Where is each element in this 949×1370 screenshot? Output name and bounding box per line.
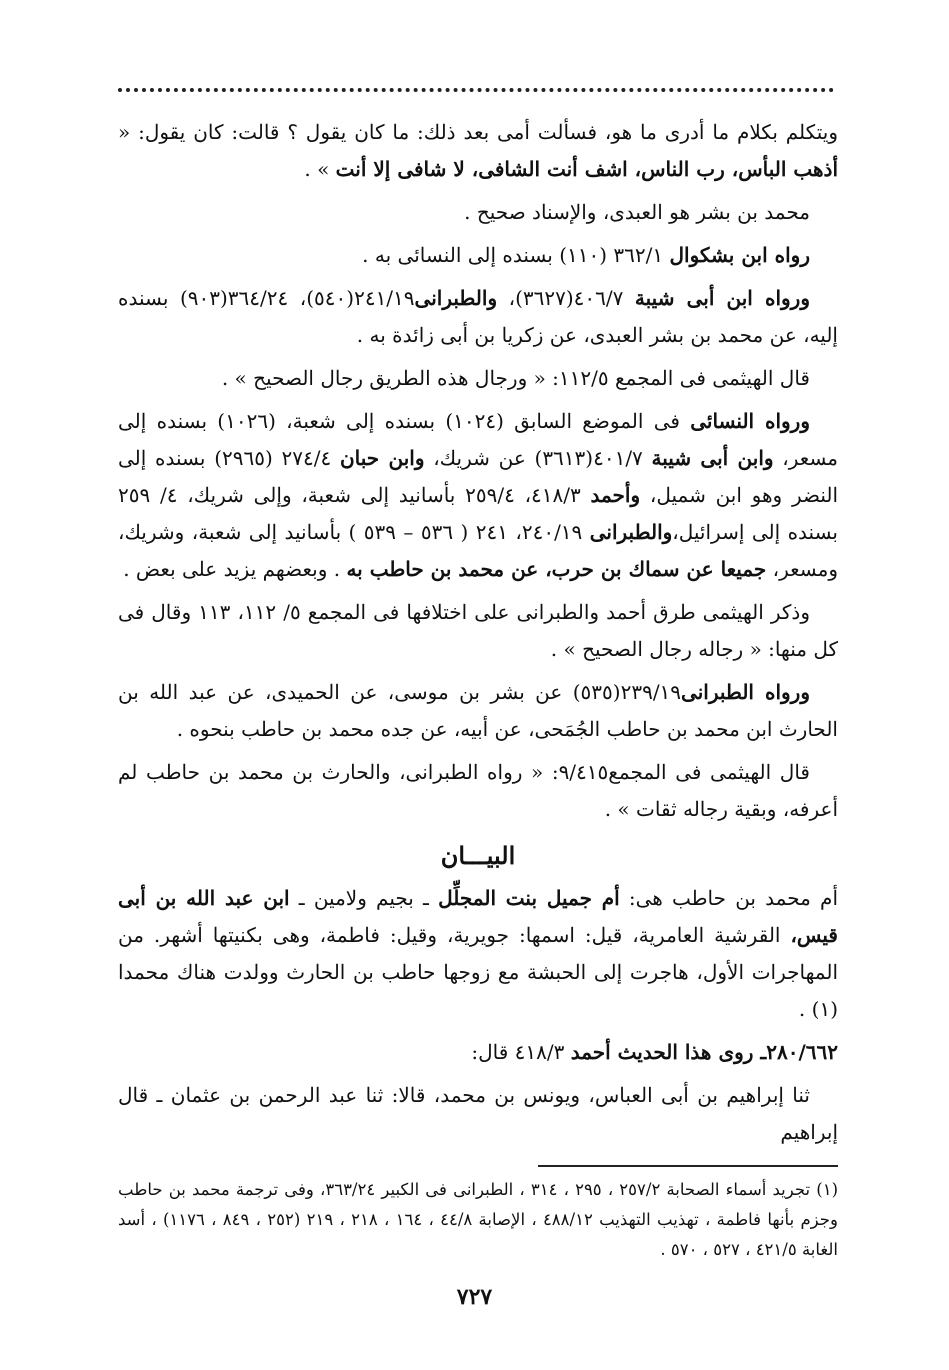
text-segment: ٢٣٩/١٩(٥٣٥) عن بشر بن موسى، عن الحميدى، عن عبد الله بن الحارث ابن محمد بن حاطب الجُمَحى، عن أبيه، عن جده محمد بن حاطب بنحوه . (118, 680, 838, 741)
bold-text-segment: ٢٨٠/٦٦٢ـ روى هذا الحديث أحمد (570, 1040, 838, 1064)
paragraph (118, 754, 838, 828)
paragraph (118, 594, 838, 668)
text-segment: » . (304, 157, 336, 181)
paragraph (118, 1034, 838, 1071)
text-segment: ٢٤٠/١٩، ٢٤١ ( ٥٣٦ – ٥٣٩ ) بأسانيد إلى شعبة، وشريك، ومسعر، (118, 520, 838, 581)
paragraph (118, 114, 838, 188)
paragraph (118, 1077, 838, 1151)
text-segment: . وبعضهم يزيد على بعض . (123, 557, 347, 581)
footnote: (١) تجريد أسماء الصحابة ٢٥٧/٢ ، ٢٩٥ ، ٣١٤ ، الطبرانى فى الكبير ٣٦٣/٢٤، وفى ترجمة محمد بن حاطب وجزم بأنها فاطمة ، تهذيب التهذيب ٤٨٨/١٢ ، الإصابة ٤٤/٨ ، ١٦٤ ، ٢١٨ ، ٢١٩ (٢٥٢ ، ٨٤٩ ، ١١٧٦) ، أسد الغابة ٤٢١/٥ ، ٥٢٧ ، ٥٧٠ . (118, 1180, 839, 1259)
paragraph (118, 280, 838, 354)
page-number: ٧٢٧ (456, 1284, 493, 1310)
text-segment: ٤١٨/٣، ٢٥٩/٤ بأسانيد إلى شعبة، وإلى شريك، ٤/ ٢٥٩ بسنده إلى إسرائيل، (118, 483, 838, 544)
bold-text-segment: ورواه ابن أبى شيبة (634, 286, 810, 310)
text-segment: أم محمد بن حاطب هى: (619, 886, 838, 910)
bold-text-segment: أذهب البأس، رب الناس، اشف أنت الشافى، لا شافى إلا أنت (335, 157, 838, 181)
section-title: البيـــان (440, 841, 516, 870)
text-segment: قال الهيثمى فى المجمع٩/٤١٥: « رواه الطبرانى، والحارث بن محمد بن حاطب لم أعرفه، وبقية رجاله ثقات » . (118, 760, 838, 821)
bold-text-segment: ابن عبد الله بن أبى قيس، (118, 886, 838, 947)
book-page (118, 88, 838, 1265)
bold-text-segment: ورواه النسائى (690, 409, 810, 433)
main-text (118, 114, 838, 1151)
bold-text-segment: رواه ابن بشكوال (669, 243, 810, 267)
text-segment: فى الموضع السابق (١٠٢٤) بسنده إلى شعبة، (١٠٢٦) بسنده إلى مسعر، (118, 409, 838, 470)
paragraph (118, 880, 838, 1028)
paragraph (118, 360, 838, 397)
bold-text-segment: والطبرانى (414, 286, 498, 310)
paragraph (118, 194, 838, 231)
paragraph (118, 237, 838, 274)
bold-text-segment: وابن حبان (339, 446, 425, 470)
text-segment: ٣٦٢/١ (١١٠) بسنده إلى النسائى به . (362, 243, 670, 267)
paragraph (118, 403, 838, 588)
text-segment: ٤٠٦/٧(٣٦٢٧)، (497, 286, 635, 310)
text-segment: ـ بجيم ولامين ـ (289, 886, 439, 910)
bold-text-segment: جميعا عن سماك بن حرب، عن محمد بن حاطب به (346, 557, 767, 581)
text-segment: ثنا إبراهيم بن أبى العباس، ويونس بن محمد، قالا: ثنا عبد الرحمن بن عثمان ـ قال إبراهيم (118, 1083, 838, 1144)
text-segment: وذكر الهيثمى طرق أحمد والطبرانى على اختلافها فى المجمع ٥/ ١١٢، ١١٣ وقال فى كل منها: « رجاله رجال الصحيح » . (118, 600, 838, 661)
text-segment: قال الهيثمى فى المجمع ١١٢/٥: « ورجال هذه الطريق رجال الصحيح » . (221, 366, 810, 390)
footnote-separator (538, 1165, 838, 1167)
text-segment: ٤٠١/٧(٣٦١٣) عن شريك، (424, 446, 652, 470)
bold-text-segment: وابن أبى شيبة (651, 446, 774, 470)
text-segment: ٢٤١/١٩(٥٤٠)، ٣٦٤/٢٤(٩٠٣) بسنده إليه، عن محمد بن بشر العبدى، عن زكريا بن أبى زائدة به . (118, 286, 838, 347)
text-segment: القرشية العامرية، قيل: اسمها: جويرية، وقيل: فاطمة، وهى بكنيتها أشهر. من المهاجرات الأول، هاجرت إلى الحبشة مع زوجها حاطب بن الحارث وولدت هناك محمدا (١) . (118, 923, 838, 1021)
header-dotted-rule (118, 88, 834, 92)
bold-text-segment: أم جميل بنت المجلِّل (438, 886, 620, 910)
bold-text-segment: والطبرانى (589, 520, 673, 544)
bold-text-segment: وأحمد (590, 483, 641, 507)
text-segment: ٢٧٤/٤ (٢٩٦٥) بسنده إلى النضر وهو ابن شميل، (118, 446, 839, 507)
hadith-commentary (118, 114, 838, 828)
bayan-section (118, 880, 838, 1151)
paragraph (118, 674, 838, 748)
text-segment: ٤١٨/٣ قال: (471, 1040, 571, 1064)
text-segment: ويتكلم بكلام ما أدرى ما هو، فسألت أمى بعد ذلك: ما كان يقول ؟ قالت: كان يقول: « (118, 120, 838, 144)
bold-text-segment: ورواه الطبرانى (681, 680, 810, 704)
text-segment: محمد بن بشر هو العبدى، والإسناد صحيح . (464, 200, 810, 224)
